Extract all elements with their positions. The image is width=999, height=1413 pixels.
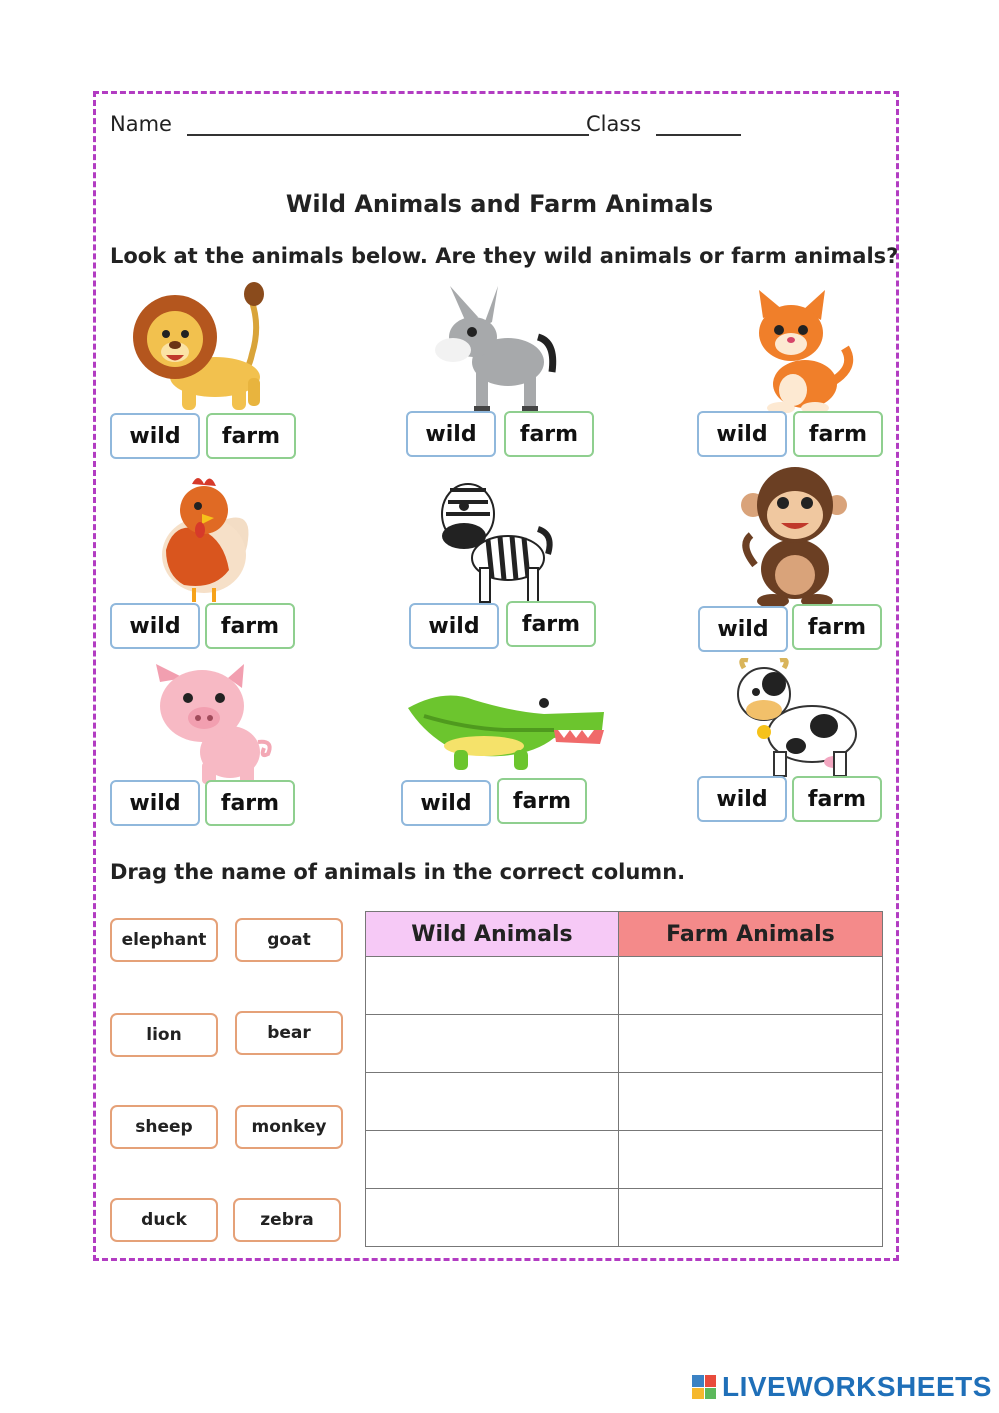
name-class-row [110, 112, 642, 136]
wild-animals-header: Wild Animals [366, 912, 619, 957]
cat-farm-button[interactable]: farm [793, 411, 883, 457]
liveworksheets-brand [692, 1370, 992, 1404]
donkey-picture [428, 282, 563, 417]
zebra-picture [436, 474, 561, 606]
chip-monkey[interactable]: monkey [235, 1105, 343, 1149]
chip-goat[interactable]: goat [235, 918, 343, 962]
pig-farm-button[interactable]: farm [205, 780, 295, 826]
wild-drop-zone[interactable] [366, 957, 619, 1015]
name-line [187, 112, 589, 136]
chip-zebra[interactable]: zebra [233, 1198, 341, 1242]
donkey-wild-button[interactable]: wild [406, 411, 496, 457]
monkey-farm-button[interactable]: farm [792, 604, 882, 650]
cat-picture [745, 288, 855, 413]
pig-wild-button[interactable]: wild [110, 780, 200, 826]
wild-drop-zone[interactable] [366, 1015, 619, 1073]
name-label: Name [110, 112, 172, 136]
brand-name: LIVEWORKSHEETS [722, 1371, 992, 1402]
farm-drop-zone[interactable] [618, 1131, 882, 1189]
page-title: Wild Animals and Farm Animals [285, 190, 714, 218]
hen-farm-button[interactable]: farm [205, 603, 295, 649]
sorting-table [365, 911, 883, 1247]
crocodile-wild-button[interactable]: wild [401, 780, 491, 826]
chip-duck[interactable]: duck [110, 1198, 218, 1242]
farm-drop-zone[interactable] [618, 1189, 882, 1247]
wild-drop-zone[interactable] [366, 1073, 619, 1131]
monkey-picture [737, 465, 847, 607]
chip-bear[interactable]: bear [235, 1011, 343, 1055]
donkey-farm-button[interactable]: farm [504, 411, 594, 457]
chip-elephant[interactable]: elephant [110, 918, 218, 962]
farm-drop-zone[interactable] [618, 1073, 882, 1131]
farm-drop-zone[interactable] [618, 957, 882, 1015]
cow-farm-button[interactable]: farm [792, 776, 882, 822]
class-line [656, 112, 741, 136]
class-label: Class [586, 112, 642, 136]
cow-wild-button[interactable]: wild [697, 776, 787, 822]
wild-drop-zone[interactable] [366, 1189, 619, 1247]
liveworksheets-logo-icon [692, 1375, 716, 1399]
lion-picture [130, 282, 275, 414]
monkey-wild-button[interactable]: wild [698, 606, 788, 652]
cat-wild-button[interactable]: wild [697, 411, 787, 457]
section2-instruction: Drag the name of animals in the correct column. [110, 860, 686, 884]
farm-drop-zone[interactable] [618, 1015, 882, 1073]
zebra-wild-button[interactable]: wild [409, 603, 499, 649]
wild-drop-zone[interactable] [366, 1131, 619, 1189]
pig-picture [150, 662, 280, 787]
lion-wild-button[interactable]: wild [110, 413, 200, 459]
crocodile-picture [404, 686, 609, 782]
hen-picture [154, 470, 254, 605]
zebra-farm-button[interactable]: farm [506, 601, 596, 647]
lion-farm-button[interactable]: farm [206, 413, 296, 459]
hen-wild-button[interactable]: wild [110, 603, 200, 649]
cow-picture [724, 658, 864, 780]
section1-instruction: Look at the animals below. Are they wild animals or farm animals? [110, 244, 899, 268]
chip-lion[interactable]: lion [110, 1013, 218, 1057]
chip-sheep[interactable]: sheep [110, 1105, 218, 1149]
crocodile-farm-button[interactable]: farm [497, 778, 587, 824]
farm-animals-header: Farm Animals [618, 912, 882, 957]
